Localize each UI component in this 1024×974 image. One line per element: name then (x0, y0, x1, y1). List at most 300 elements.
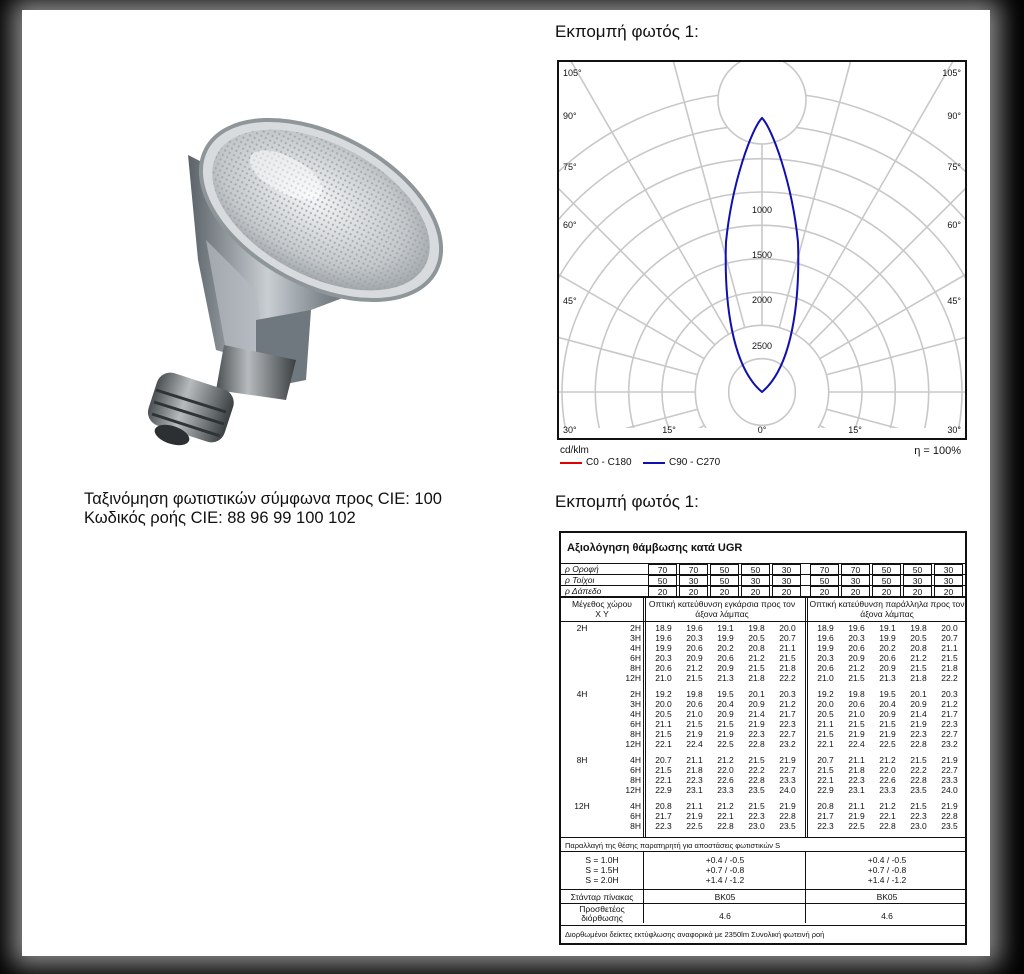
ugr-value: 22.1 (817, 739, 834, 749)
grid-spoke (559, 409, 698, 438)
divider (561, 597, 965, 598)
ugr-value: 21.9 (686, 729, 703, 739)
room-x-value: 12H (574, 801, 590, 811)
rho-cell: 70 (648, 564, 677, 575)
polar-unit: cd/klm (560, 445, 589, 456)
rho-cell: 20 (903, 586, 932, 597)
ugr-value: 22.5 (686, 821, 703, 831)
rho-cell: 20 (772, 586, 801, 597)
addend-parallel: 4.6 (881, 911, 893, 921)
ugr-value: 22.3 (910, 811, 927, 821)
ugr-value: 22.1 (817, 775, 834, 785)
ugr-value: 21.1 (817, 719, 834, 729)
ugr-value: 19.6 (655, 633, 672, 643)
variation-cross: +0.4 / -0.5 (705, 855, 745, 865)
ugr-value: 20.3 (686, 633, 703, 643)
ugr-value: 19.9 (717, 633, 734, 643)
legend-item-c0 (560, 457, 632, 468)
room-y-value: 4H (630, 643, 641, 653)
ugr-value: 23.0 (748, 821, 765, 831)
rho-cell: 70 (679, 564, 708, 575)
ugr-value: 19.8 (910, 623, 927, 633)
ugr-value: 21.8 (779, 663, 796, 673)
ugr-value: 21.7 (779, 709, 796, 719)
ugr-value: 21.7 (817, 811, 834, 821)
room-y-value: 12H (625, 673, 641, 683)
ugr-value: 22.2 (910, 765, 927, 775)
ugr-value: 21.5 (655, 729, 672, 739)
ugr-value: 22.3 (910, 729, 927, 739)
divider (561, 837, 965, 838)
ugr-value: 21.9 (717, 729, 734, 739)
ugr-value: 19.8 (748, 623, 765, 633)
grid-spoke (559, 92, 704, 359)
variation-parallel: +0.4 / -0.5 (867, 855, 907, 865)
room-y-value: 8H (630, 729, 641, 739)
ugr-value: 22.3 (686, 775, 703, 785)
ugr-value: 20.8 (748, 643, 765, 653)
room-size-header (561, 599, 643, 619)
ugr-value: 20.5 (655, 709, 672, 719)
divider (805, 851, 806, 923)
ugr-value: 19.5 (717, 689, 734, 699)
ugr-value: 21.1 (941, 643, 958, 653)
rho-cell: 20 (679, 586, 708, 597)
ugr-value: 21.9 (910, 719, 927, 729)
ugr-value: 21.0 (817, 673, 834, 683)
ugr-value: 21.2 (717, 801, 734, 811)
ugr-value: 20.7 (817, 755, 834, 765)
rho-cell: 30 (741, 575, 770, 586)
room-y-value: 12H (625, 739, 641, 749)
ugr-value: 21.5 (817, 765, 834, 775)
variation-parallel: +0.7 / -0.8 (867, 865, 907, 875)
ugr-value: 19.5 (879, 689, 896, 699)
ugr-value: 20.7 (655, 755, 672, 765)
ugr-value: 21.9 (686, 811, 703, 821)
divider (643, 597, 644, 837)
polar-legend (557, 444, 967, 472)
ugr-value: 21.2 (941, 699, 958, 709)
room-y-value: 2H (630, 623, 641, 633)
ugr-value: 23.5 (910, 785, 927, 795)
ugr-value: 20.5 (817, 709, 834, 719)
legend-item-c90 (643, 457, 720, 468)
ugr-value: 20.9 (717, 709, 734, 719)
angle-label-left-a90: 90° (563, 111, 577, 121)
room-y-value: 6H (630, 719, 641, 729)
room-x-value: 4H (576, 689, 588, 699)
ugr-value: 22.3 (941, 719, 958, 729)
ugr-value: 21.1 (848, 755, 865, 765)
ugr-value: 20.6 (817, 663, 834, 673)
ugr-value: 23.5 (748, 785, 765, 795)
ugr-value: 21.9 (779, 801, 796, 811)
angle-label-bottom-4: 30° (947, 425, 961, 435)
ugr-value: 20.9 (879, 663, 896, 673)
ugr-value: 19.9 (817, 643, 834, 653)
radial-label-2000: 2000 (751, 295, 773, 305)
rho-cell: 70 (810, 564, 839, 575)
ugr-value: 20.8 (817, 801, 834, 811)
ugr-value: 23.1 (848, 785, 865, 795)
legend-label-c90: C90 - C270 (669, 457, 721, 468)
ugr-value: 23.0 (910, 821, 927, 831)
ugr-value: 22.0 (717, 765, 734, 775)
ugr-value: 20.8 (910, 643, 927, 653)
std-table-parallel: BK05 (876, 892, 898, 902)
ugr-value: 20.3 (848, 633, 865, 643)
ugr-value: 20.1 (748, 689, 765, 699)
ugr-value: 21.5 (748, 755, 765, 765)
ugr-value: 20.3 (655, 653, 672, 663)
ugr-value: 22.5 (848, 821, 865, 831)
legend-swatch-red (560, 462, 582, 464)
ugr-value: 22.8 (879, 821, 896, 831)
legend-swatch-blue (643, 462, 665, 464)
ugr-value: 21.9 (748, 719, 765, 729)
radial-label-1000: 1000 (751, 205, 773, 215)
ugr-value: 23.5 (941, 821, 958, 831)
ugr-value: 21.5 (748, 663, 765, 673)
room-y-value: 12H (625, 785, 641, 795)
spacing-label: S = 1.0H (585, 855, 619, 865)
angle-label-right-a60: 60° (947, 220, 961, 230)
variation-cross: +0.7 / -0.8 (705, 865, 745, 875)
rho-cell: 50 (741, 564, 770, 575)
ugr-value: 22.2 (941, 673, 958, 683)
radial-label-1500: 1500 (751, 250, 773, 260)
ugr-value: 20.4 (717, 699, 734, 709)
ugr-value: 21.8 (941, 663, 958, 673)
ugr-value: 23.5 (779, 821, 796, 831)
ugr-value: 21.2 (748, 653, 765, 663)
ugr-value: 20.3 (779, 689, 796, 699)
rho-cell: 20 (841, 586, 870, 597)
footer-note: Διορθωμένοι δείκτες εκτύφλωσης αναφορικά με 2350lm Συνολική φωτεινή ροή (565, 930, 825, 939)
ugr-value: 21.8 (848, 765, 865, 775)
ugr-value: 21.9 (779, 755, 796, 765)
addend-label: Προσθετέος διόρθωσης (579, 904, 625, 923)
ugr-value: 19.8 (848, 689, 865, 699)
grid-spoke (559, 62, 729, 334)
datasheet-page (22, 10, 990, 956)
grid-spoke (795, 62, 965, 334)
ugr-value: 21.2 (848, 663, 865, 673)
ugr-value: 20.3 (817, 653, 834, 663)
room-y-value: 6H (630, 653, 641, 663)
ugr-value: 23.1 (686, 785, 703, 795)
rho-cell: 50 (710, 564, 739, 575)
ugr-value: 20.9 (686, 653, 703, 663)
room-y-value: 8H (630, 663, 641, 673)
ugr-value: 19.6 (817, 633, 834, 643)
ugr-value: 22.3 (848, 775, 865, 785)
ugr-value: 22.0 (879, 765, 896, 775)
ugr-value: 19.9 (655, 643, 672, 653)
room-y-value: 4H (630, 709, 641, 719)
ugr-value: 22.8 (748, 775, 765, 785)
room-y-value: 3H (630, 699, 641, 709)
ugr-value: 21.7 (655, 811, 672, 821)
ugr-value: 20.3 (941, 689, 958, 699)
angle-label-bottom-0: 30° (563, 425, 577, 435)
ugr-value: 21.5 (879, 719, 896, 729)
section-title-emission-2: Εκπομπή φωτός 1: (555, 492, 699, 511)
ugr-value: 22.3 (655, 821, 672, 831)
ugr-value: 21.2 (779, 699, 796, 709)
ugr-value: 20.0 (941, 623, 958, 633)
ugr-value: 23.3 (779, 775, 796, 785)
efficiency-label: η = (914, 445, 930, 457)
addend-cross: 4.6 (719, 911, 731, 921)
divider (643, 851, 644, 923)
angle-label-bottom-3: 15° (848, 425, 862, 435)
ugr-value: 20.0 (655, 699, 672, 709)
divider (807, 597, 808, 837)
ugr-value: 20.6 (686, 699, 703, 709)
ugr-value: 21.5 (910, 663, 927, 673)
ugr-value: 22.4 (848, 739, 865, 749)
ugr-value: 20.5 (748, 633, 765, 643)
ugr-value: 22.3 (817, 821, 834, 831)
rho-cell: 50 (810, 575, 839, 586)
ugr-value: 21.5 (717, 719, 734, 729)
grid-spoke (826, 409, 965, 438)
ugr-value: 21.8 (910, 673, 927, 683)
ugr-value: 20.0 (779, 623, 796, 633)
direction-cross-header: Οπτική κατεύθυνση εγκάρσια προς τον άξονα λάμπας (648, 599, 796, 619)
divider (805, 597, 806, 837)
ugr-value: 21.2 (717, 755, 734, 765)
ugr-value: 21.5 (848, 719, 865, 729)
ugr-value: 19.2 (655, 689, 672, 699)
room-y-value: 4H (630, 801, 641, 811)
std-table-label: Στάνταρ πίνακας (570, 892, 634, 902)
legend-label-c0: C0 - C180 (586, 457, 632, 468)
ugr-value: 22.2 (748, 765, 765, 775)
rho-cell: 20 (741, 586, 770, 597)
room-y-value: 8H (630, 821, 641, 831)
ugr-value: 19.2 (817, 689, 834, 699)
ugr-value: 20.7 (941, 633, 958, 643)
ugr-value: 21.3 (879, 673, 896, 683)
ugr-value: 20.9 (748, 699, 765, 709)
ugr-value: 23.3 (717, 785, 734, 795)
room-y-value: 6H (630, 765, 641, 775)
rho-cell: 50 (710, 575, 739, 586)
efficiency-value: 100% (932, 445, 961, 457)
rho-cell: 50 (648, 575, 677, 586)
grid-spoke (820, 92, 965, 359)
ugr-value: 22.3 (748, 729, 765, 739)
ugr-value: 20.9 (910, 699, 927, 709)
ugr-value: 22.6 (717, 775, 734, 785)
radial-label-2500: 2500 (751, 341, 773, 351)
room-y-value: 4H (630, 755, 641, 765)
rho-cell: 50 (903, 564, 932, 575)
rho-cell: 30 (679, 575, 708, 586)
divider (561, 925, 965, 926)
rho-cell: 20 (872, 586, 901, 597)
ugr-value: 21.5 (817, 729, 834, 739)
room-y-value: 2H (630, 689, 641, 699)
ugr-value: 20.9 (879, 709, 896, 719)
ugr-value: 21.1 (655, 719, 672, 729)
cie-class-line: Ταξινόμηση φωτιστικών σύμφωνα προς CIE: 100 (84, 490, 442, 508)
rho-label: ρ Δάπεδο (565, 586, 602, 596)
ugr-value: 22.6 (879, 775, 896, 785)
ugr-value: 24.0 (779, 785, 796, 795)
rho-cell: 20 (648, 586, 677, 597)
ugr-value: 21.5 (910, 801, 927, 811)
ugr-value: 21.3 (717, 673, 734, 683)
ugr-value: 21.9 (848, 811, 865, 821)
room-y-value: 8H (630, 775, 641, 785)
ugr-value: 20.1 (910, 689, 927, 699)
ugr-value: 21.0 (848, 709, 865, 719)
ugr-value: 21.1 (779, 643, 796, 653)
lamp-photo (106, 60, 446, 480)
ugr-value: 22.1 (717, 811, 734, 821)
polar-diagram (557, 60, 967, 440)
ugr-value: 21.9 (879, 729, 896, 739)
ugr-value: 22.1 (655, 739, 672, 749)
ugr-title: Αξιολόγηση θάμβωσης κατά UGR (567, 542, 743, 554)
variation-parallel: +1.4 / -1.2 (867, 875, 907, 885)
ugr-value: 21.5 (910, 755, 927, 765)
room-size-label: Μέγεθος χώρου (572, 599, 632, 609)
ugr-value: 22.8 (941, 811, 958, 821)
room-y-value: 3H (630, 633, 641, 643)
angle-label-left-a45: 45° (563, 296, 577, 306)
ugr-value: 20.6 (686, 643, 703, 653)
angle-label-right-a45: 45° (947, 296, 961, 306)
ugr-value: 22.7 (941, 729, 958, 739)
ugr-value: 20.2 (879, 643, 896, 653)
angle-label-left-a105: 105° (563, 68, 582, 78)
ugr-value: 21.5 (686, 673, 703, 683)
ugr-value: 20.7 (779, 633, 796, 643)
ugr-value: 22.3 (748, 811, 765, 821)
divider (561, 889, 965, 890)
ugr-value: 21.7 (941, 709, 958, 719)
std-table-cross: BK05 (714, 892, 736, 902)
ugr-value: 19.8 (686, 689, 703, 699)
ugr-value: 21.2 (686, 663, 703, 673)
ugr-value: 21.1 (848, 801, 865, 811)
ugr-value: 21.9 (941, 801, 958, 811)
ugr-value: 22.7 (941, 765, 958, 775)
ugr-value: 20.8 (655, 801, 672, 811)
rho-cell: 30 (772, 564, 801, 575)
ugr-value: 20.9 (848, 653, 865, 663)
room-xy-label: X Y (595, 609, 609, 619)
ugr-value: 22.7 (779, 729, 796, 739)
cie-classification (84, 490, 442, 528)
rho-cell: 50 (872, 575, 901, 586)
ugr-value: 21.8 (748, 673, 765, 683)
rho-cell: 30 (934, 575, 963, 586)
direction-parallel-header: Οπτική κατεύθυνση παράλληλα προς τον άξονα λάμπας (809, 599, 965, 619)
ugr-value: 22.3 (779, 719, 796, 729)
cie-flux-code-line: Κωδικός ροής CIE: 88 96 99 100 102 (84, 509, 356, 527)
ugr-value: 21.5 (748, 801, 765, 811)
ugr-value: 21.8 (686, 765, 703, 775)
ugr-value: 22.8 (910, 739, 927, 749)
ugr-value: 21.5 (655, 765, 672, 775)
ugr-value: 23.2 (779, 739, 796, 749)
ugr-value: 24.0 (941, 785, 958, 795)
rho-cell: 30 (934, 564, 963, 575)
ugr-value: 22.8 (748, 739, 765, 749)
ugr-value: 20.6 (879, 653, 896, 663)
ugr-value: 22.7 (779, 765, 796, 775)
angle-label-right-a90: 90° (947, 111, 961, 121)
section-title-emission-1: Εκπομπή φωτός 1: (555, 22, 699, 41)
ugr-value: 21.1 (686, 755, 703, 765)
ugr-value: 22.1 (879, 811, 896, 821)
ugr-value: 21.1 (686, 801, 703, 811)
ugr-value: 20.6 (848, 699, 865, 709)
ugr-value: 20.6 (655, 663, 672, 673)
ugr-value: 21.4 (910, 709, 927, 719)
room-x-value: 8H (576, 755, 588, 765)
ugr-value: 20.5 (910, 633, 927, 643)
rho-label: ρ Τοίχοι (565, 575, 595, 585)
divider (561, 851, 965, 852)
ugr-value: 23.2 (941, 739, 958, 749)
ugr-value: 18.9 (817, 623, 834, 633)
spacing-label: S = 1.5H (585, 865, 619, 875)
ugr-value: 21.5 (686, 719, 703, 729)
room-y-value: 6H (630, 811, 641, 821)
angle-label-right-a105: 105° (942, 68, 961, 78)
rho-cell: 50 (872, 564, 901, 575)
rho-cell: 20 (934, 586, 963, 597)
rho-cell: 30 (772, 575, 801, 586)
rho-cell: 70 (841, 564, 870, 575)
grid-hub (718, 62, 806, 144)
angle-label-bottom-1: 15° (662, 425, 676, 435)
divider (561, 621, 965, 622)
ugr-value: 21.9 (941, 755, 958, 765)
rho-cell: 20 (810, 586, 839, 597)
spacing-label: S = 2.0H (585, 875, 619, 885)
ugr-value: 22.8 (717, 821, 734, 831)
ugr-value: 20.0 (817, 699, 834, 709)
ugr-value: 21.0 (655, 673, 672, 683)
ugr-value: 21.5 (779, 653, 796, 663)
ugr-value: 22.5 (879, 739, 896, 749)
ugr-value: 21.0 (686, 709, 703, 719)
rho-cell: 30 (903, 575, 932, 586)
ugr-value: 18.9 (655, 623, 672, 633)
ugr-value: 21.9 (848, 729, 865, 739)
angle-label-right-a75: 75° (947, 162, 961, 172)
ugr-value: 20.6 (717, 653, 734, 663)
ugr-value: 22.5 (717, 739, 734, 749)
ugr-value: 23.3 (941, 775, 958, 785)
room-x-value: 2H (576, 623, 588, 633)
ugr-value: 19.9 (879, 633, 896, 643)
ugr-value: 19.6 (686, 623, 703, 633)
variation-cross: +1.4 / -1.2 (705, 875, 745, 885)
divider (645, 597, 646, 837)
ugr-value: 22.8 (779, 811, 796, 821)
rho-label: ρ Οροφή (565, 564, 599, 574)
variation-note: Παραλλαγή της θέσης παρατηρητή για αποστάσεις φωτιστικών S (565, 841, 781, 850)
